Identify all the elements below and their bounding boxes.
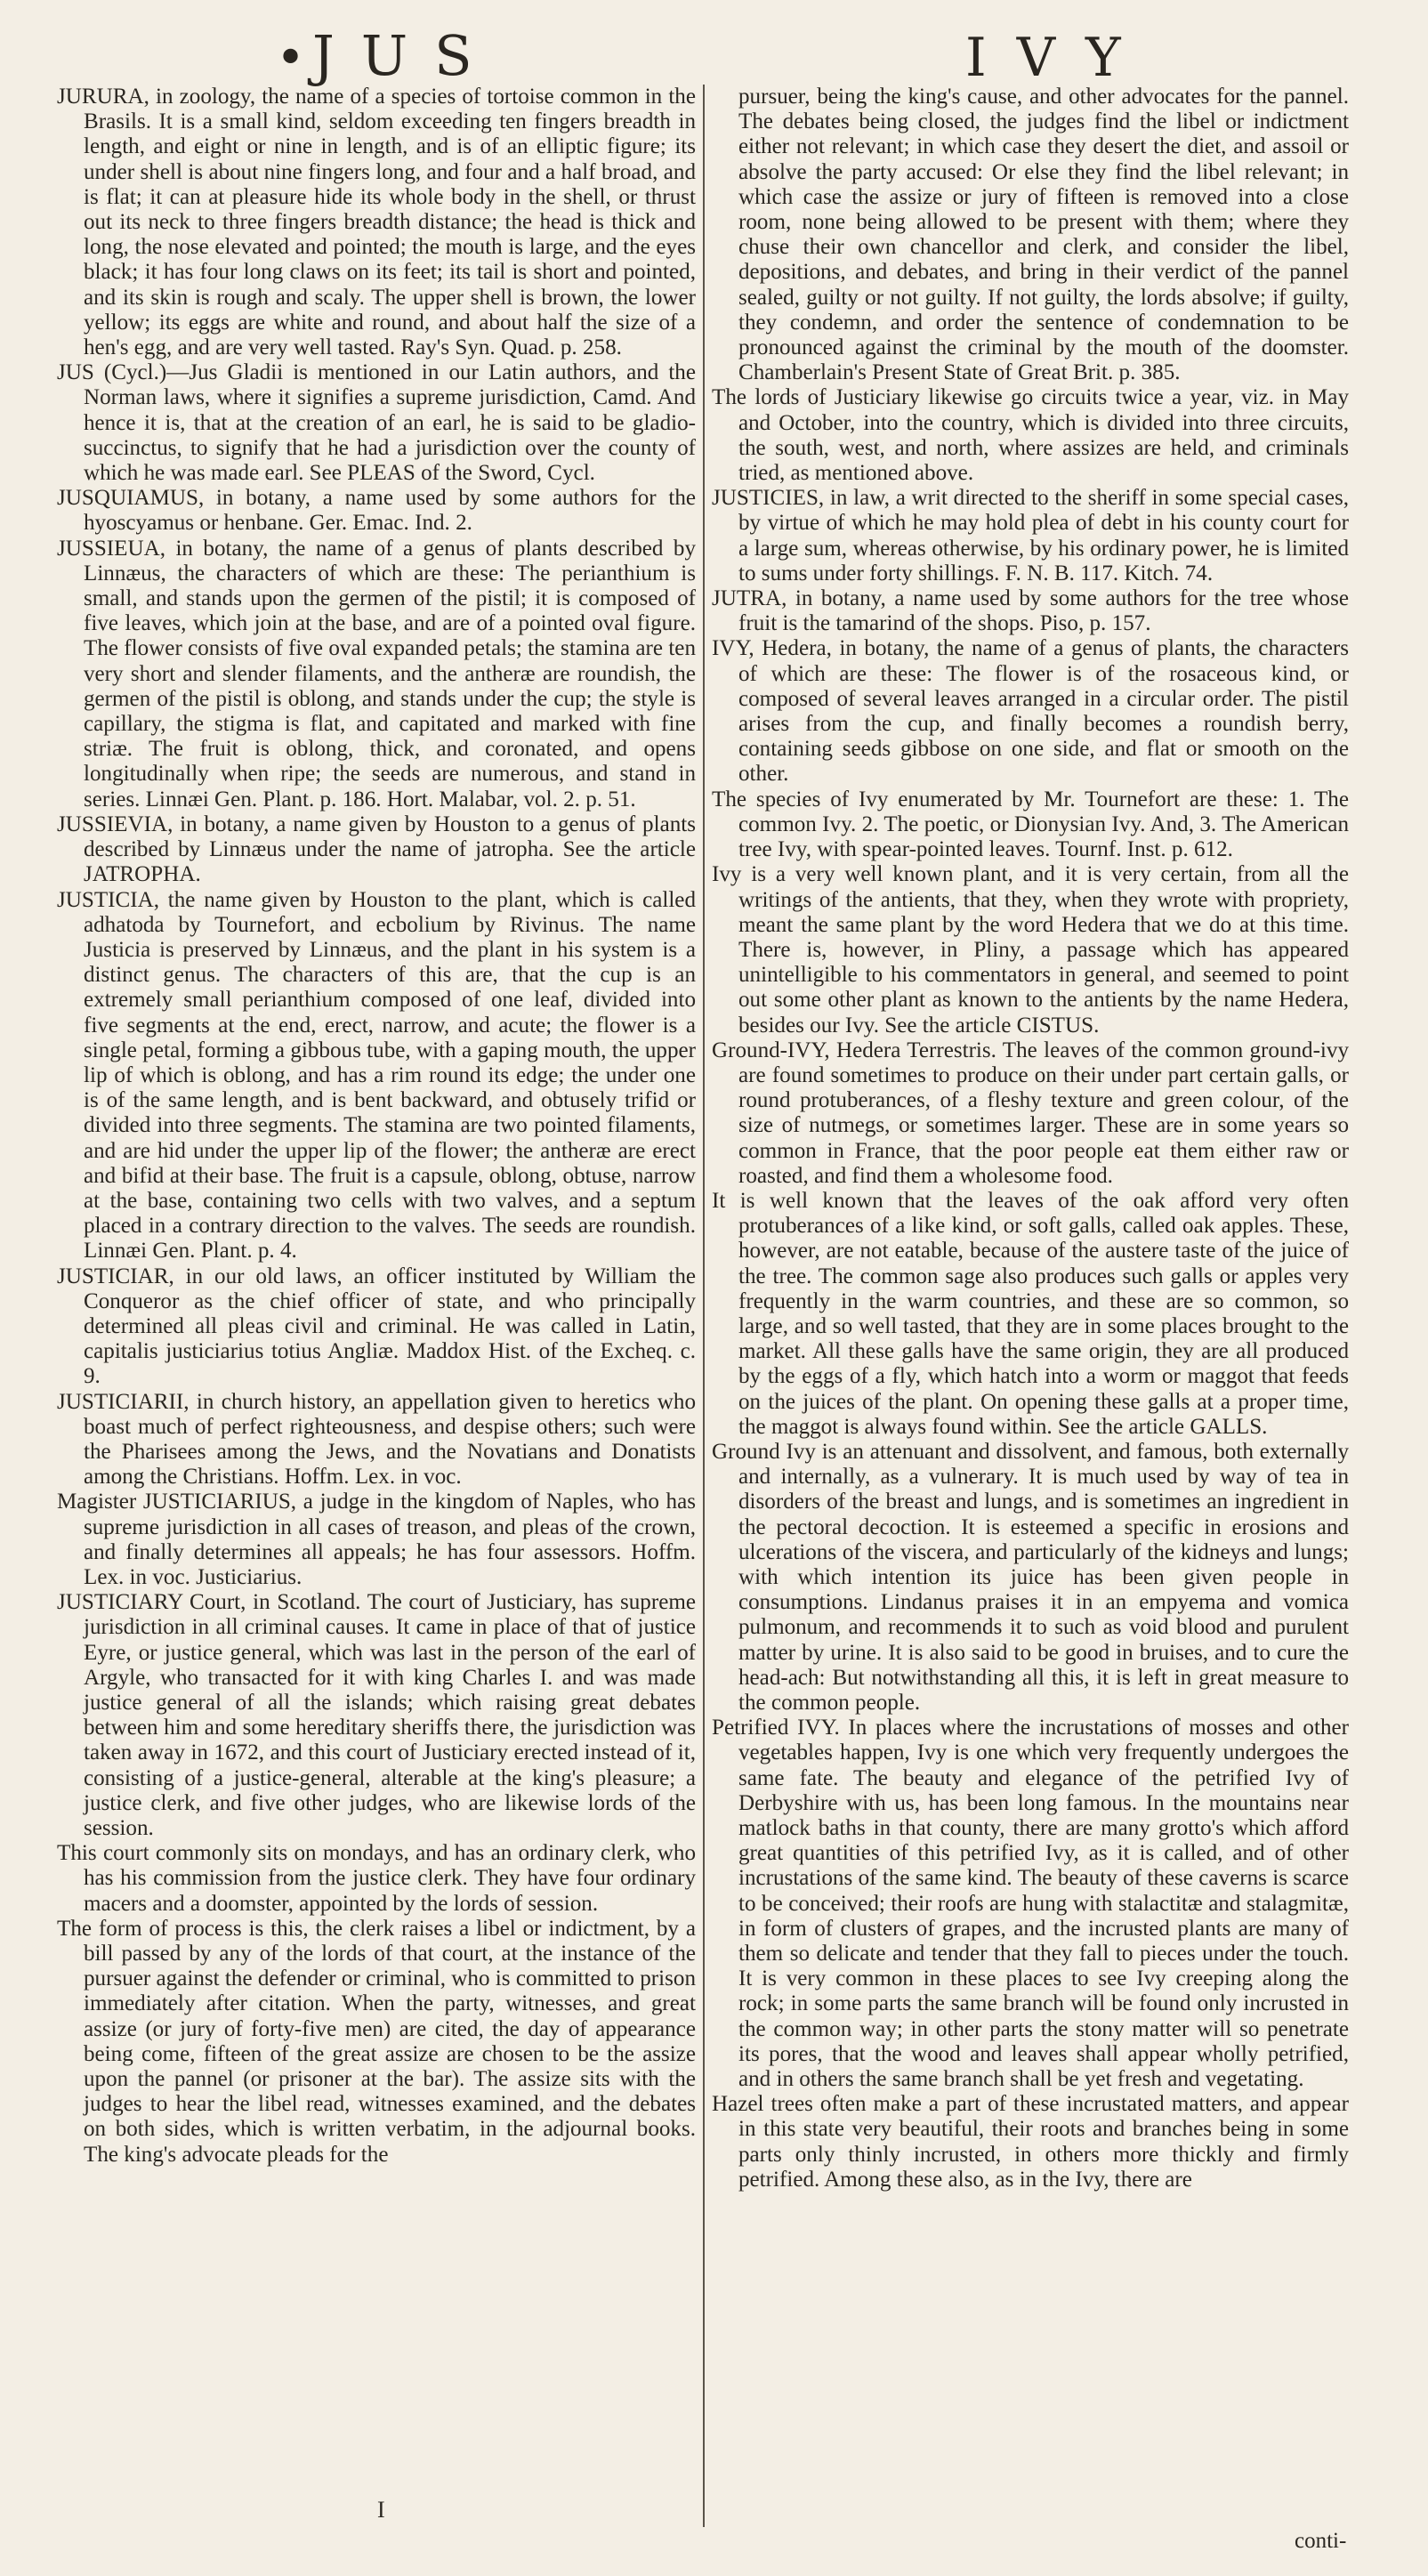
paragraph: pursuer, being the king's cause, and other advocates for the pannel. The debates being closed, the judges find the libel or indictment either not relevant; in which case they desert the diet, and assoil or absolve the party accused: Or else they find the libel relevant; in which case the assize or jury of fifteen is removed into a close room, none being allowed to be present with them; where they chuse their own chancellor and clerk, and consider the libel, depositions, and debates, and bring in their verdict of the pannel sealed, guilty or not guilty. If not guilty, the lords absolve; if guilty, they condemn, and order the sentence of condemnation to be pronounced against the criminal by the mouth of the doomster. Chamberlain's Present State of Great Brit. p. 385. (738, 85, 1349, 385)
dictionary-entry: JUSTICIAR, in our old laws, an officer instituted by William the Conqueror as the chief officer of state, and who principally determined all pleas civil and criminal. He was called in Latin, capitalis justiciarius totius Angliæ. Maddox Hist. of the Excheq. c. 9. (57, 1264, 696, 1389)
catchword: conti- (1295, 2529, 1347, 2553)
paragraph: Hazel trees often make a part of these incrustated matters, and appear in this state very beautiful, their roots and branches being in some parts only thinly incrusted, in others more thickly and firmly petrified. Among these also, as in the Ivy, there are (712, 2092, 1349, 2192)
dictionary-entry: IVY, Hedera, in botany, the name of a genus of plants, the characters of which are these: The flower is of the rosaceous kind, or composed of several leaves arranged in a circular order. The pistil arises from the cup, and finally becomes a roundish berry, containing seeds gibbose on one side, and flat or smooth on the other. (712, 636, 1349, 787)
running-head-left (276, 23, 499, 88)
dictionary-entry: Magister JUSTICIARIUS, a judge in the kingdom of Naples, who has supreme jurisdiction in all cases of treason, and pleas of the crown, and finally determines all appeals; he has four assessors. Hoffm. Lex. in voc. Justiciarius. (57, 1490, 696, 1589)
left-column (57, 85, 696, 2518)
column-rule (703, 85, 705, 2527)
dictionary-entry: JUSSIEUA, in botany, the name of a genus of plants described by Linnæus, the characters of which are these: The perianthium is small, and stands upon the germen of the pistil; it is composed of five leaves, which join at the base, and are of a pointed oval figure. The flower consists of five oval expanded petals; the stamina are ten very short and slender filaments, and the antheræ are roundish, the germen of the pistil is oblong, and stands under the cup; the style is capillary, the stigma is flat, and capitated and marked with fine striæ. The fruit is oblong, thick, and coronated, and opens longitudinally when ripe; the seeds are numerous, and stand in series. Linnæi Gen. Plant. p. 186. Hort. Malabar, vol. 2. p. 51. (57, 536, 696, 812)
dictionary-entry: JUSTICIARII, in church history, an appellation given to heretics who boast much of perfect righteousness, and despise others; such were the Pharisees among the Jews, and the Novatians and Donatists among the Christians. Hoffm. Lex. in voc. (57, 1389, 696, 1490)
dictionary-entry: JUTRA, in botany, a name used by some authors for the tree whose fruit is the tamarind of the shops. Piso, p. 157. (712, 586, 1349, 636)
paragraph: The form of process is this, the clerk raises a libel or indictment, by a bill passed by any of the lords of that court, at the instance of the pursuer against the defender or criminal, who is committed to prison immediately after citation. When the party, witnesses, and great assize (or jury of forty-five men) are cited, the day of appearance being come, fifteen of the great assize are chosen to be the assize upon the pannel (or prisoner at the bar). The assize sits with the judges to hear the libel read, witnesses examined, and the debates on both sides, which is written verbatim, in the adjournal books. The king's advocate pleads for the (57, 1916, 696, 2167)
paragraph: This court commonly sits on mondays, and has an ordinary clerk, who has his commission from the justice clerk. They have four ordinary macers and a doomster, appointed by the lords of session. (57, 1841, 696, 1916)
dictionary-entry: JURURA, in zoology, the name of a species of tortoise common in the Brasils. It is a small kind, seldom exceeding ten fingers breadth in length, and eight or nine in length, and is of an elliptic figure; its under shell is about nine fingers long, and four and a half broad, and is flat; it can at pleasure hide its whole body in the shell, or thrust out its neck to three fingers breadth distance; the head is thick and long, the nose elevated and pointed; the mouth is large, and the eyes black; it has four long claws on its feet; its tail is short and pointed, and its skin is rough and scaly. The upper shell is brown, the lower yellow; its eggs are white and round, and about half the size of a hen's egg, and are very well tasted. Ray's Syn. Quad. p. 258. (57, 85, 696, 360)
paragraph: It is well known that the leaves of the oak afford very often protuberances of a like kind, or soft galls, called oak apples. These, however, are not eatable, because of the austere taste of the juice of the tree. The common sage also produces such galls or apples very frequently in the warm countries, and these are so common, so large, and so well tasted, that they are in some places brought to the market. All these galls have the same origin, they are all produced by the eggs of a fly, which hatch into a worm or maggot that feeds on the juices of the plant. On opening these galls at a proper time, the maggot is always found within. See the article GALLS. (712, 1188, 1349, 1439)
paragraph: Ivy is a very well known plant, and it is very certain, from all the writings of the antients, that they, when they wrote with propriety, meant the same plant by the word Hedera that we do at this time. There is, however, in Pliny, a passage which has appeared unintelligible to his commentators in general, and seemed to point out some other plant as known to the antients by the name Hedera, besides our Ivy. See the article CISTUS. (712, 862, 1349, 1038)
header-dot: • (276, 29, 306, 87)
dictionary-entry: JUS (Cycl.)—Jus Gladii is mentioned in our Latin authors, and the Norman laws, where it signifies a supreme jurisdiction, Camd. And hence it is, that at the creation of an earl, he is said to be gladio-succinctus, to signify that he had a jurisdiction over the county of which he was made earl. See PLEAS of the Sword, Cycl. (57, 360, 696, 486)
dictionary-entry: Petrified IVY. In places where the incrustations of mosses and other vegetables happen, Ivy is one which very frequently undergoes the same fate. The beauty and elegance of the petrified Ivy of Derbyshire with us, has been long famous. In the mountains near matlock baths in that county, there are many grotto's which afford great quantities of this petrified Ivy, as it is called, and of other incrustations of the same kind. The beauty of these caverns is scarce to be conceived; their roofs are hung with stalactitæ and stalagmitæ, in form of clusters of grapes, and the incrusted plants are many of them so delicate and tender that they fall to pieces under the touch. It is very common in these places to see Ivy creeping along the rock; in some parts the same branch will be found only incrusted in the common way; in other parts the stony matter will so penetrate its pores, that the wood and leaves shall appear wholly petrified, and in others the same branch shall be yet fresh and vegetating. (712, 1716, 1349, 2092)
header-left-word: JUS (312, 23, 499, 88)
dictionary-entry: JUSTICIA, the name given by Houston to the plant, which is called adhatoda by Tournefort, and ecbolium by Rivinus. The name Justicia is preserved by Linnæus, and the plant in his system is a distinct genus. The characters of this are, that the cup is an extremely small perianthium composed of one leaf, divided into five segments at the end, erect, narrow, and acute; the flower is a single petal, forming a gibbous tube, with a gaping mouth, the upper lip of which is oblong, and has a rim round its edge; the under one is of the same length, and is bent backward, and obtusely trifid or divided into three segments. The stamina are two pointed filaments, and are hid under the upper lip of the flower; the antheræ are erect and bifid at their base. The fruit is a capsule, oblong, obtuse, narrow at the base, containing two cells with two valves, and a septum placed in a contrary direction to the valves. The seeds are roundish. Linnæi Gen. Plant. p. 4. (57, 887, 696, 1264)
dictionary-entry: JUSTICIARY Court, in Scotland. The court of Justiciary, has supreme jurisdiction in all criminal causes. It came in place of that of justice Eyre, or justice general, which was last in the person of the earl of Argyle, who transacted for it with king Charles I. and was made justice general of all the islands; which raising great debates between him and some hereditary sheriffs there, the jurisdiction was taken away in 1672, and this court of Justiciary erected instead of it, consisting of a justice-general, alterable at the king's pleasure; a justice clerk, and five other judges, who are likewise lords of the session. (57, 1590, 696, 1841)
dictionary-entry: JUSQUIAMUS, in botany, a name used by some authors for the hyoscyamus or henbane. Ger. Emac. Ind. 2. (57, 486, 696, 536)
dictionary-entry: JUSSIEVIA, in botany, a name given by Houston to a genus of plants described by Linnæus under the name of jatropha. See the article JATROPHA. (57, 812, 696, 887)
signature-mark: I (377, 2497, 385, 2523)
right-column (712, 85, 1349, 2518)
paragraph: The lords of Justiciary likewise go circuits twice a year, viz. in May and October, into the country, which is divided into three circuits, the south, west, and north, where assizes are held, and criminals tried, as mentioned above. (712, 385, 1349, 486)
running-head-right: IVY (965, 27, 1151, 89)
dictionary-entry: JUSTICIES, in law, a writ directed to the sheriff in some special cases, by virtue of which he may hold plea of debt in his county court for a large sum, whereas otherwise, by his ordinary power, he is limited to sums under forty shillings. F. N. B. 117. Kitch. 74. (712, 486, 1349, 585)
dictionary-entry: Ground-IVY, Hedera Terrestris. The leaves of the common ground-ivy are found sometimes to produce on their under part certain galls, or round protuberances, of a fleshy texture and green colour, of the size of nutmegs, or sometimes larger. These are in some years so common in France, that the poor people eat them either raw or roasted, and find them a wholesome food. (712, 1038, 1349, 1188)
paragraph: Ground Ivy is an attenuant and dissolvent, and famous, both externally and internally, as a vulnerary. It is much used by way of tea in disorders of the breast and lungs, and is sometimes an ingredient in the pectoral decoction. It is esteemed a specific in erosions and ulcerations of the viscera, and particularly of the kidneys and lungs; with which intention its juice has been given people in consumptions. Lindanus praises it in an empyema and vomica pulmonum, and recommends it to such as void blood and purulent matter by urine. It is also said to be good in bruises, and to cure the head-ach: But notwithstanding all this, it is left in great measure to the common people. (712, 1439, 1349, 1715)
paragraph: The species of Ivy enumerated by Mr. Tournefort are these: 1. The common Ivy. 2. The poetic, or Dionysian Ivy. And, 3. The American tree Ivy, with spear-pointed leaves. Tournf. Inst. p. 612. (712, 787, 1349, 862)
